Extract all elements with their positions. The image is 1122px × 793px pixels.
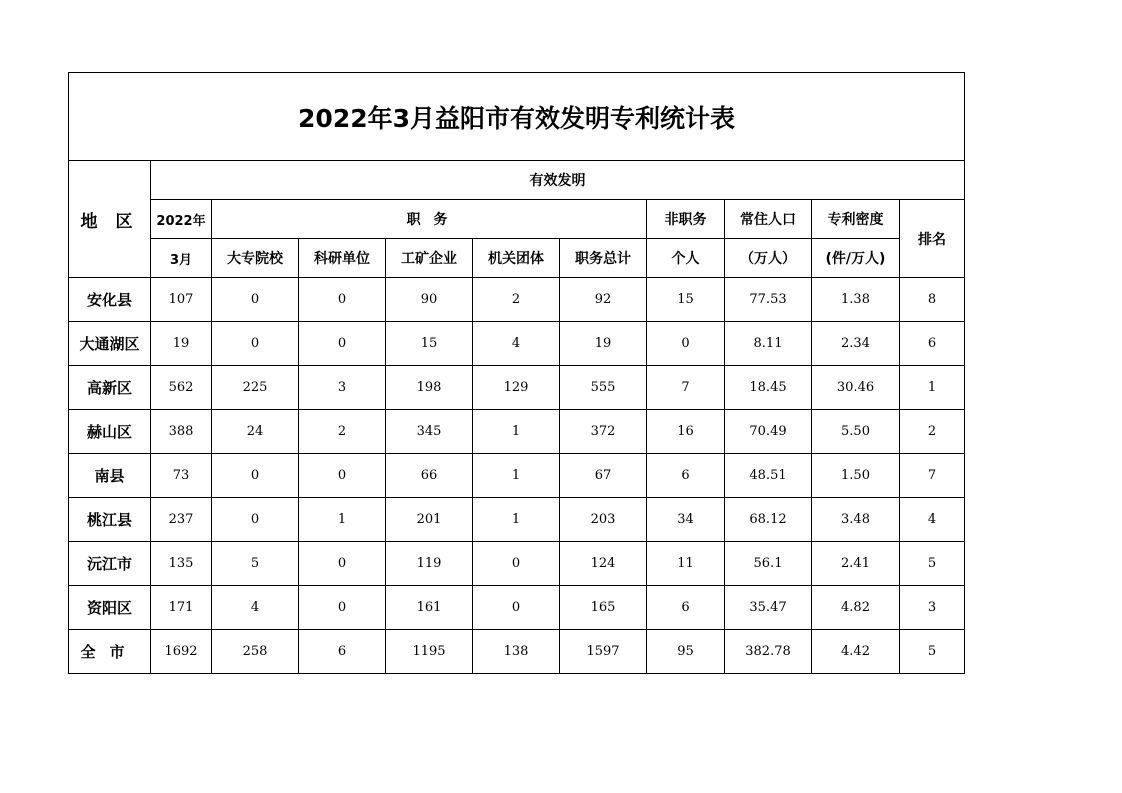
cell-rank: 5 — [900, 542, 965, 586]
cell-rank: 6 — [900, 322, 965, 366]
cell-rank: 8 — [900, 278, 965, 322]
header-density: 专利密度 — [812, 200, 900, 239]
cell-total: 135 — [151, 542, 212, 586]
cell-university: 0 — [212, 498, 299, 542]
cell-duty-total: 124 — [560, 542, 647, 586]
cell-total: 237 — [151, 498, 212, 542]
cell-government: 1 — [473, 454, 560, 498]
header-enterprise: 工矿企业 — [386, 239, 473, 278]
cell-density: 1.50 — [812, 454, 900, 498]
table-row — [69, 586, 965, 630]
cell-university: 0 — [212, 322, 299, 366]
header-individual: 个人 — [647, 239, 725, 278]
cell-total: 107 — [151, 278, 212, 322]
cell-density: 3.48 — [812, 498, 900, 542]
cell-university: 0 — [212, 278, 299, 322]
cell-government: 1 — [473, 410, 560, 454]
cell-research: 3 — [299, 366, 386, 410]
cell-density: 4.42 — [812, 630, 900, 674]
cell-research: 1 — [299, 498, 386, 542]
header-government: 机关团体 — [473, 239, 560, 278]
cell-research: 2 — [299, 410, 386, 454]
cell-total: 562 — [151, 366, 212, 410]
cell-government: 2 — [473, 278, 560, 322]
table-row — [69, 278, 965, 322]
cell-individual: 34 — [647, 498, 725, 542]
cell-enterprise: 345 — [386, 410, 473, 454]
cell-density: 2.41 — [812, 542, 900, 586]
cell-enterprise: 1195 — [386, 630, 473, 674]
table-row — [69, 542, 965, 586]
cell-population: 77.53 — [725, 278, 812, 322]
cell-region: 南县 — [69, 454, 151, 498]
cell-region: 赫山区 — [69, 410, 151, 454]
cell-government: 0 — [473, 586, 560, 630]
table-row — [69, 630, 965, 674]
cell-region: 全市 — [69, 630, 151, 674]
header-density-unit: (件/万人) — [812, 239, 900, 278]
cell-population: 382.78 — [725, 630, 812, 674]
table-row — [69, 366, 965, 410]
cell-individual: 6 — [647, 586, 725, 630]
header-year: 2022年 — [151, 200, 212, 239]
cell-duty-total: 372 — [560, 410, 647, 454]
cell-enterprise: 66 — [386, 454, 473, 498]
cell-duty-total: 555 — [560, 366, 647, 410]
cell-density: 2.34 — [812, 322, 900, 366]
cell-research: 0 — [299, 586, 386, 630]
cell-government: 4 — [473, 322, 560, 366]
cell-total: 19 — [151, 322, 212, 366]
cell-density: 4.82 — [812, 586, 900, 630]
cell-region: 沅江市 — [69, 542, 151, 586]
cell-total: 1692 — [151, 630, 212, 674]
patent-statistics-table — [68, 72, 965, 674]
cell-government: 138 — [473, 630, 560, 674]
cell-duty-total: 203 — [560, 498, 647, 542]
cell-region: 大通湖区 — [69, 322, 151, 366]
cell-population: 56.1 — [725, 542, 812, 586]
page-title: 2022年3月益阳市有效发明专利统计表 — [69, 73, 965, 161]
table-row — [69, 322, 965, 366]
table-row — [69, 498, 965, 542]
header-region: 地 区 — [69, 161, 151, 278]
cell-university: 258 — [212, 630, 299, 674]
cell-government: 0 — [473, 542, 560, 586]
cell-population: 35.47 — [725, 586, 812, 630]
cell-enterprise: 198 — [386, 366, 473, 410]
table-row — [69, 410, 965, 454]
header-duty: 职 务 — [212, 200, 647, 239]
header-non-duty: 非职务 — [647, 200, 725, 239]
cell-individual: 95 — [647, 630, 725, 674]
cell-population: 8.11 — [725, 322, 812, 366]
header-valid-invention: 有效发明 — [151, 161, 965, 200]
cell-university: 24 — [212, 410, 299, 454]
cell-total: 171 — [151, 586, 212, 630]
cell-university: 0 — [212, 454, 299, 498]
cell-government: 129 — [473, 366, 560, 410]
cell-research: 0 — [299, 454, 386, 498]
cell-individual: 6 — [647, 454, 725, 498]
cell-duty-total: 165 — [560, 586, 647, 630]
cell-population: 70.49 — [725, 410, 812, 454]
header-duty-total: 职务总计 — [560, 239, 647, 278]
cell-individual: 15 — [647, 278, 725, 322]
table-row — [69, 454, 965, 498]
header-month: 3月 — [151, 239, 212, 278]
cell-individual: 0 — [647, 322, 725, 366]
cell-region: 桃江县 — [69, 498, 151, 542]
header-university: 大专院校 — [212, 239, 299, 278]
header-population-unit: （万人） — [725, 239, 812, 278]
cell-rank: 3 — [900, 586, 965, 630]
cell-research: 0 — [299, 322, 386, 366]
cell-region: 高新区 — [69, 366, 151, 410]
cell-rank: 1 — [900, 366, 965, 410]
cell-density: 30.46 — [812, 366, 900, 410]
cell-region: 资阳区 — [69, 586, 151, 630]
cell-enterprise: 15 — [386, 322, 473, 366]
cell-population: 48.51 — [725, 454, 812, 498]
cell-population: 18.45 — [725, 366, 812, 410]
cell-rank: 4 — [900, 498, 965, 542]
cell-university: 4 — [212, 586, 299, 630]
cell-university: 225 — [212, 366, 299, 410]
cell-individual: 7 — [647, 366, 725, 410]
header-population: 常住人口 — [725, 200, 812, 239]
header-rank: 排名 — [900, 200, 965, 278]
cell-rank: 7 — [900, 454, 965, 498]
cell-research: 6 — [299, 630, 386, 674]
cell-rank: 5 — [900, 630, 965, 674]
cell-enterprise: 90 — [386, 278, 473, 322]
cell-density: 1.38 — [812, 278, 900, 322]
cell-enterprise: 119 — [386, 542, 473, 586]
cell-duty-total: 19 — [560, 322, 647, 366]
cell-density: 5.50 — [812, 410, 900, 454]
cell-individual: 16 — [647, 410, 725, 454]
cell-government: 1 — [473, 498, 560, 542]
cell-region: 安化县 — [69, 278, 151, 322]
header-research: 科研单位 — [299, 239, 386, 278]
cell-population: 68.12 — [725, 498, 812, 542]
cell-enterprise: 201 — [386, 498, 473, 542]
cell-duty-total: 92 — [560, 278, 647, 322]
cell-enterprise: 161 — [386, 586, 473, 630]
cell-individual: 11 — [647, 542, 725, 586]
cell-duty-total: 67 — [560, 454, 647, 498]
cell-rank: 2 — [900, 410, 965, 454]
cell-university: 5 — [212, 542, 299, 586]
cell-total: 388 — [151, 410, 212, 454]
cell-total: 73 — [151, 454, 212, 498]
cell-duty-total: 1597 — [560, 630, 647, 674]
cell-research: 0 — [299, 278, 386, 322]
cell-research: 0 — [299, 542, 386, 586]
